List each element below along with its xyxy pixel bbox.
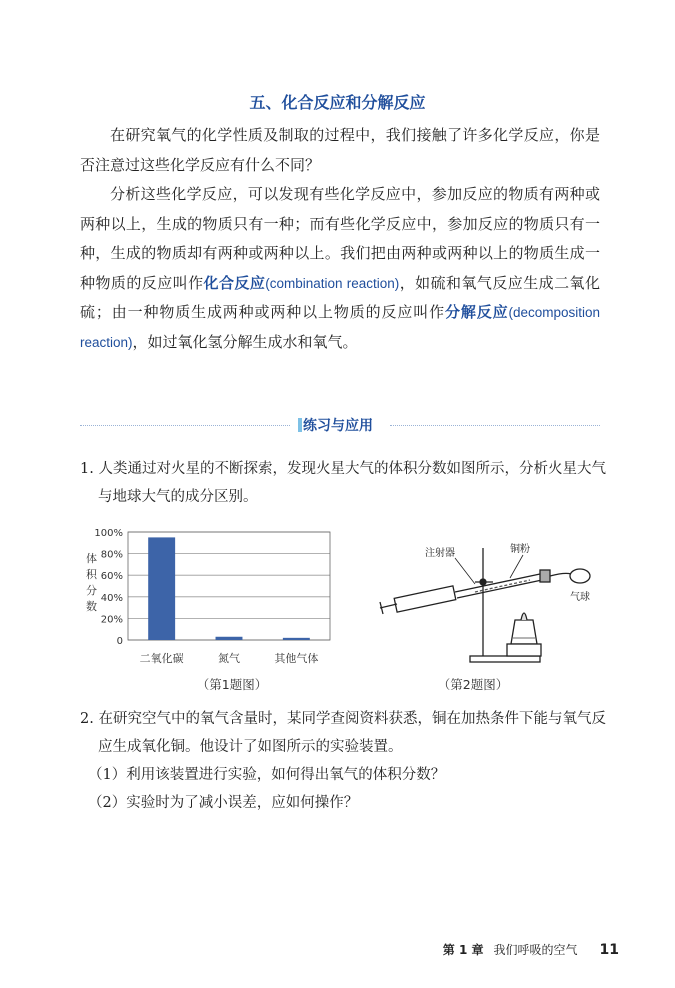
- paragraph-2: [80, 180, 600, 357]
- term-combination-reaction: 化合反应: [203, 273, 266, 292]
- footer-chapter-title: 我们呼吸的空气: [493, 943, 578, 957]
- term-combination-reaction-en: (combination reaction): [265, 275, 400, 291]
- title-marker-icon: [298, 418, 302, 432]
- section-title: 五、化合反应和分解反应: [249, 93, 426, 112]
- paragraph-2-part-b: ，如硫和氧气反应生成二氧化硫；由一种物质生成两种或两种以上物质的反应叫作: [80, 273, 600, 321]
- ytick-label: 40%: [100, 592, 123, 604]
- question-2-text: 2. 在研究空气中的氧气含量时，某同学查阅资料获悉，铜在加热条件下能与氧气反应生成氧化铜。他设计了如图所示的实验装置。: [80, 711, 606, 755]
- balloon: [570, 569, 590, 583]
- ytick-label: 100%: [94, 528, 123, 539]
- ytick-label: 60%: [100, 571, 123, 583]
- question-2: [80, 705, 610, 817]
- chart-ylabel: 体积分数: [86, 552, 97, 613]
- practice-title: [288, 415, 388, 435]
- bar: [216, 637, 243, 640]
- ytick-label: 20%: [100, 614, 123, 626]
- chart-bars: [148, 537, 310, 640]
- divider-right: [390, 425, 600, 426]
- paragraph-2-part-a: 分析这些化学反应，可以发现有些化学反应中，参加反应的物质有两种或两种以上，生成的物质只有一种；而有些化学反应中，参加反应的物质只有一种，生成的物质却有两种或两种以上。我们把由两种或两种以上的物质生成一种物质的反应叫作: [80, 185, 600, 292]
- ytick-label: 80%: [100, 549, 123, 561]
- category-label: 氮气: [218, 652, 240, 665]
- syringe: [394, 586, 456, 612]
- chart-yticks: [94, 528, 123, 647]
- term-decomposition-reaction: 分解反应: [444, 303, 509, 321]
- label-syringe: 注射器: [425, 548, 455, 559]
- question-1: [80, 455, 610, 511]
- divider-left: [80, 425, 290, 426]
- label-balloon: 气球: [570, 592, 590, 603]
- practice-title-text: 练习与应用: [303, 418, 373, 434]
- page-footer: [443, 941, 619, 958]
- question-2-part-1: （1）利用该装置进行实验，如何得出氧气的体积分数？: [88, 767, 446, 783]
- figure-2-caption: （第2题图）: [437, 677, 509, 692]
- term-decomposition-reaction-en: (decomposition reaction): [80, 305, 600, 350]
- alcohol-lamp: [511, 620, 537, 644]
- section-body: [80, 121, 600, 357]
- question-2-part-2: （2）实验时为了减小误差，应如何操作？: [88, 795, 359, 811]
- ytick-label: 0: [116, 636, 123, 647]
- bar-chart: [78, 522, 348, 672]
- page-number: 11: [599, 942, 619, 958]
- category-label: 二氧化碳: [139, 652, 184, 665]
- question-1-text: 1. 人类通过对火星的不断探索，发现火星大气的体积分数如图所示，分析火星大气与地球大气的成分区别。: [80, 461, 606, 505]
- bar: [148, 537, 175, 640]
- stand-base: [470, 656, 540, 662]
- label-copper: 铜粉: [510, 544, 530, 555]
- chart-categories: [140, 651, 319, 665]
- category-label: 其他气体: [274, 652, 319, 665]
- figure-1-caption: （第1题图）: [196, 677, 268, 692]
- paragraph-1: 在研究氧气的化学性质及制取的过程中，我们接触了许多化学反应，你是否注意过这些化学反应有什么不同？: [80, 126, 600, 174]
- paragraph-2-part-c: ，如过氧化氢分解生成水和氧气。: [132, 332, 358, 351]
- apparatus-diagram: [375, 540, 605, 670]
- bar: [283, 638, 310, 640]
- footer-chapter: 第 1 章: [442, 943, 484, 957]
